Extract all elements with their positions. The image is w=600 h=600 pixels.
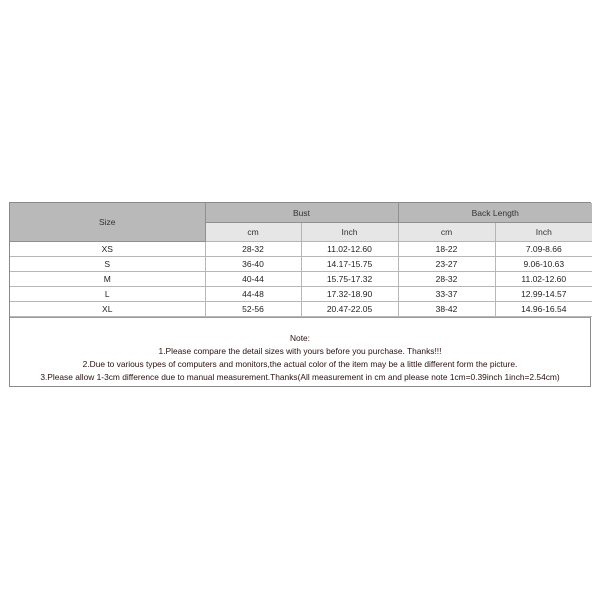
back-inch-cell: 12.99-14.57 xyxy=(495,287,592,302)
table-row xyxy=(10,272,592,287)
bust-cm-cell: 28-32 xyxy=(205,242,301,257)
bust-group-header: Bust xyxy=(205,203,398,223)
table-row xyxy=(10,242,592,257)
notes-section xyxy=(10,317,590,386)
bust-inch-cell: 11.02-12.60 xyxy=(301,242,398,257)
back-length-group-header: Back Length xyxy=(398,203,592,223)
table-row xyxy=(10,287,592,302)
table-row xyxy=(10,257,592,272)
size-chart xyxy=(9,202,591,387)
table-row xyxy=(10,302,592,317)
back-cm-cell: 38-42 xyxy=(398,302,495,317)
size-column-header: Size xyxy=(10,203,205,242)
back-cm-cell: 18-22 xyxy=(398,242,495,257)
bust-inch-cell: 14.17-15.75 xyxy=(301,257,398,272)
bust-inch-cell: 20.47-22.05 xyxy=(301,302,398,317)
back-cm-cell: 33-37 xyxy=(398,287,495,302)
note-line-2: 2.Due to various types of computers and monitors,the actual color of the item may be a little different form the picture. xyxy=(82,359,518,369)
back-cm-cell: 23-27 xyxy=(398,257,495,272)
back-inch-header: Inch xyxy=(495,223,592,242)
bust-inch-cell: 15.75-17.32 xyxy=(301,272,398,287)
size-cell: XS xyxy=(10,242,205,257)
note-line-1: 1.Please compare the detail sizes with yours before you purchase. Thanks!!! xyxy=(158,346,442,356)
notes-title: Note: xyxy=(289,333,311,343)
back-inch-cell: 7.09-8.66 xyxy=(495,242,592,257)
size-cell: XL xyxy=(10,302,205,317)
bust-inch-header: Inch xyxy=(301,223,398,242)
back-inch-cell: 11.02-12.60 xyxy=(495,272,592,287)
size-table xyxy=(10,203,592,317)
size-cell: M xyxy=(10,272,205,287)
bust-cm-cell: 44-48 xyxy=(205,287,301,302)
bust-cm-header: cm xyxy=(205,223,301,242)
bust-inch-cell: 17.32-18.90 xyxy=(301,287,398,302)
bust-cm-cell: 36-40 xyxy=(205,257,301,272)
size-cell: S xyxy=(10,257,205,272)
header-row xyxy=(10,203,592,223)
bust-cm-cell: 40-44 xyxy=(205,272,301,287)
bust-cm-cell: 52-56 xyxy=(205,302,301,317)
size-cell: L xyxy=(10,287,205,302)
note-line-3: 3.Please allow 1-3cm difference due to manual measurement.Thanks(All measurement in cm and please note 1cm=0.39inch 1inch=2.54cm) xyxy=(40,372,560,382)
back-inch-cell: 9.06-10.63 xyxy=(495,257,592,272)
back-inch-cell: 14.96-16.54 xyxy=(495,302,592,317)
back-cm-cell: 28-32 xyxy=(398,272,495,287)
back-cm-header: cm xyxy=(398,223,495,242)
